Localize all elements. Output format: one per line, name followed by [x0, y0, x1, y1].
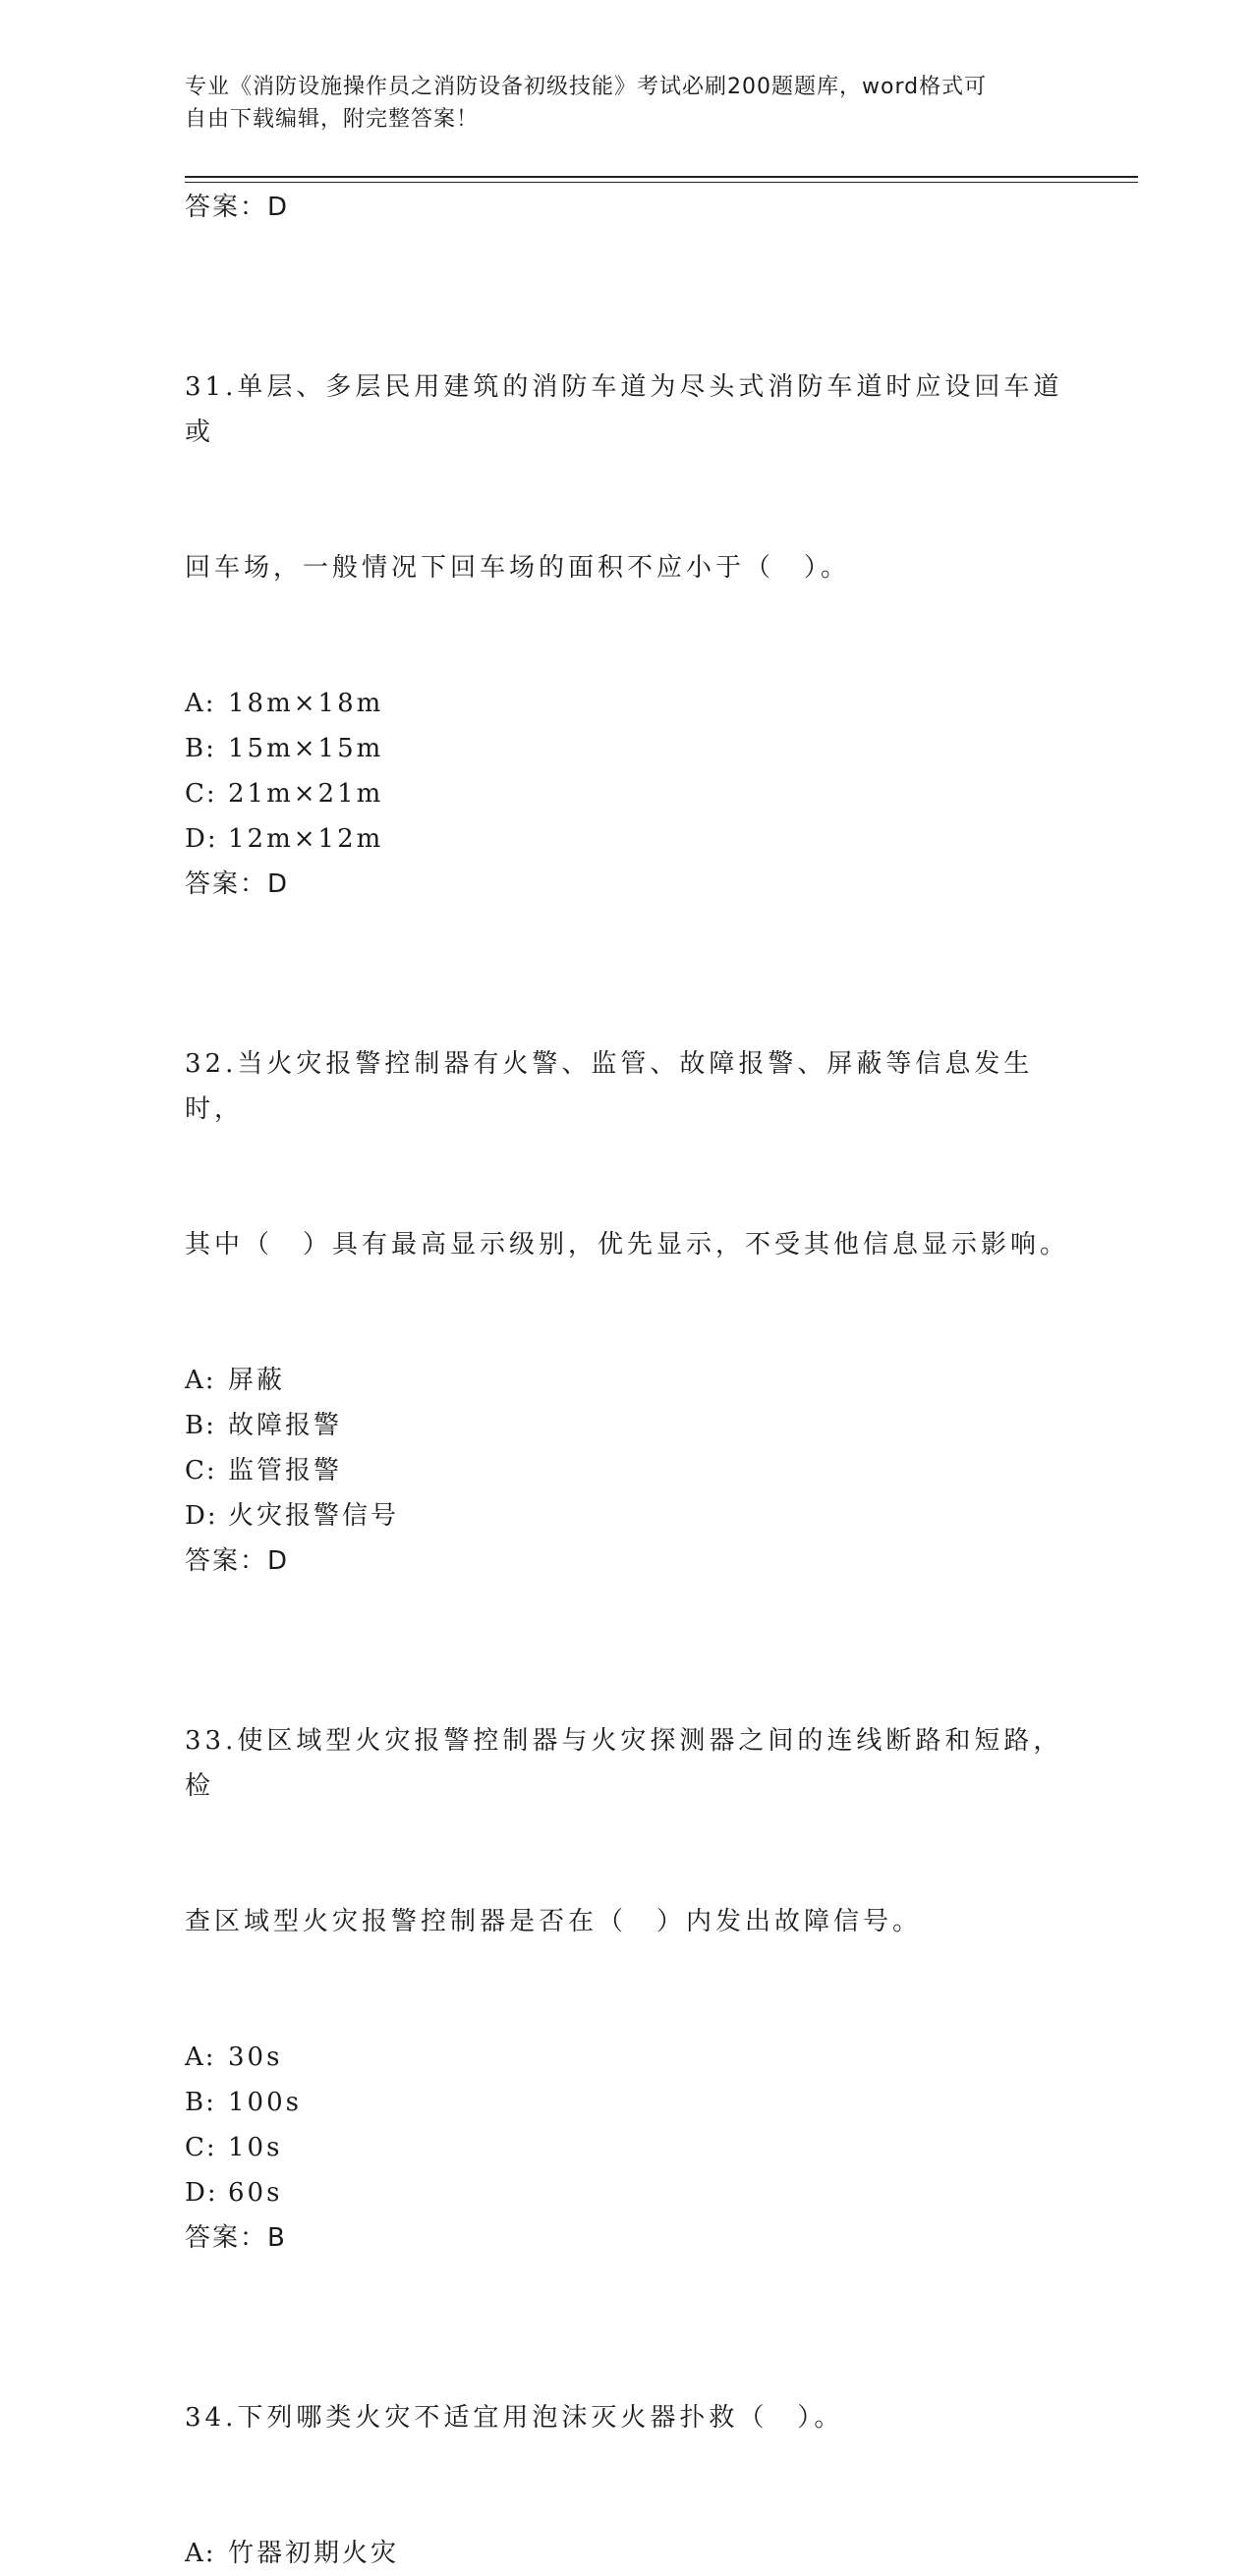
option-label: B: [185, 734, 216, 763]
option-b [185, 2080, 1069, 2125]
header-line-2: 自由下载编辑，附完整答案！ [185, 107, 480, 132]
question-list [185, 185, 1069, 2576]
option-text: 21m×21m [228, 779, 384, 809]
option-label: D: [185, 824, 218, 854]
question-text-line: 32.当火灾报警控制器有火警、监管、故障报警、屏蔽等信息发生时， [185, 1049, 1034, 1124]
question-text-line: 回车场，一般情况下回车场的面积不应小于（ ）。 [185, 553, 851, 583]
question-text [185, 274, 1069, 681]
option-label: A: [185, 2043, 216, 2072]
question-32 [185, 951, 1069, 1584]
option-text: 火灾报警信号 [228, 1501, 400, 1531]
option-a [185, 2035, 1069, 2080]
option-text: 监管报警 [228, 1456, 343, 1485]
option-text: 屏蔽 [228, 1366, 286, 1395]
answer-line: 答案：D [185, 1546, 290, 1576]
option-text: 18m×18m [228, 689, 384, 718]
header-divider-thick [185, 176, 1138, 178]
option-c [185, 2125, 1069, 2170]
question-text-line: 其中（ ）具有最高显示级别，优先显示，不受其他信息显示影响。 [185, 1230, 1070, 1260]
header-line-1: 专业《消防设施操作员之消防设备初级技能》考试必刷200题题库，word格式可 [185, 75, 988, 99]
option-b [185, 726, 1069, 771]
question-text [185, 1628, 1069, 2035]
option-label: B: [185, 2088, 216, 2117]
option-d [185, 816, 1069, 862]
option-d [185, 1493, 1069, 1539]
question-text-line: 34.下列哪类火灾不适宜用泡沫灭火器扑救（ ）。 [185, 2403, 844, 2433]
option-a [185, 2531, 1069, 2576]
option-text: 12m×12m [228, 824, 384, 854]
option-text: 60s [228, 2178, 283, 2208]
question-33 [185, 1628, 1069, 2261]
question-text-line: 查区域型火灾报警控制器是否在（ ）内发出故障信号。 [185, 1907, 923, 1936]
option-c [185, 771, 1069, 816]
option-text: 100s [228, 2088, 302, 2117]
option-label: A: [185, 2539, 216, 2568]
option-label: A: [185, 1366, 216, 1395]
question-text-line: 31.单层、多层民用建筑的消防车道为尽头式消防车道时应设回车道或 [185, 372, 1063, 447]
option-label: D: [185, 2178, 218, 2208]
option-d [185, 2170, 1069, 2215]
option-text: 竹器初期火灾 [228, 2539, 400, 2568]
option-b [185, 1403, 1069, 1448]
header-divider-thin [185, 182, 1138, 183]
option-label: D: [185, 1501, 218, 1531]
answer-line: 答案：B [185, 2223, 287, 2253]
document-header [185, 71, 1069, 136]
answer-line: 答案：D [185, 193, 290, 222]
answer-line: 答案：D [185, 869, 290, 899]
option-c [185, 1448, 1069, 1493]
option-text: 故障报警 [228, 1411, 343, 1440]
option-label: B: [185, 1411, 216, 1440]
option-text: 30s [228, 2043, 283, 2072]
question-34 [185, 2305, 1069, 2576]
option-a [185, 1358, 1069, 1403]
question-text [185, 2305, 1069, 2531]
question-text [185, 951, 1069, 1358]
option-label: A: [185, 689, 216, 718]
option-label: C: [185, 779, 217, 809]
option-text: 15m×15m [228, 734, 384, 763]
question-31 [185, 274, 1069, 907]
option-label: C: [185, 1456, 217, 1485]
option-text: 10s [228, 2133, 283, 2162]
option-a [185, 681, 1069, 726]
question-text-line: 33.使区域型火灾报警控制器与火灾探测器之间的连线断路和短路，检 [185, 1726, 1063, 1801]
option-label: C: [185, 2133, 217, 2162]
